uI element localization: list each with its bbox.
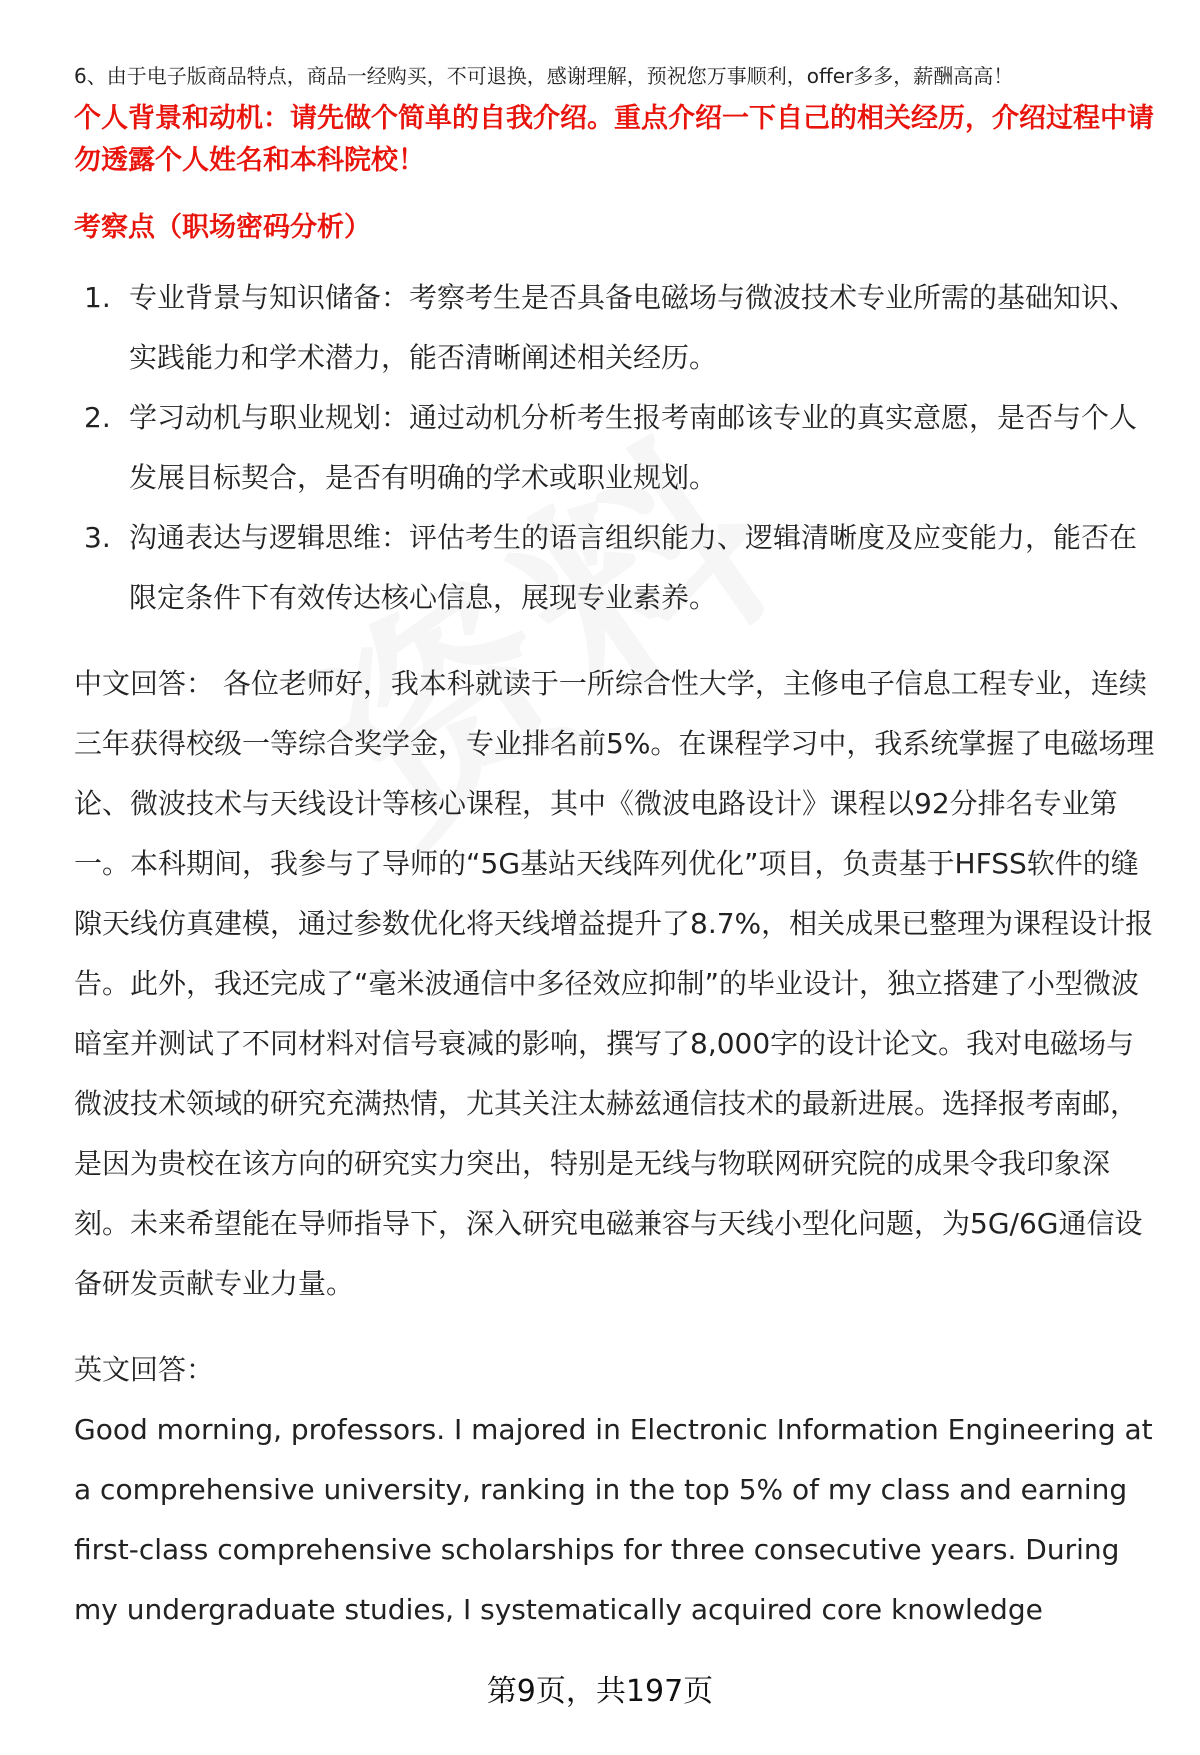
english-answer: Good morning, professors. I majored in Electronic Information Engineering at a comprehensive university, ranking in the top 5% of my class and earning first-class comprehensive scholarships for three consecutive years. During my undergraduate studies, I systematically acquired core knowledge <box>74 1413 1153 1626</box>
english-answer-label: 英文回答： <box>74 1353 215 1386</box>
point-number: 2. <box>84 401 111 434</box>
point-number: 1. <box>84 281 111 314</box>
point-item <box>74 508 1159 628</box>
points-heading: 考察点（职场密码分析） <box>74 212 371 243</box>
document-page <box>74 56 1159 1640</box>
purchase-note: 6、由于电子版商品特点，商品一经购买，不可退换，感谢理解，预祝您万事顺利，offer多多，薪酬高高！ <box>74 64 1014 88</box>
point-item <box>74 268 1159 388</box>
point-number: 3. <box>84 521 111 554</box>
point-item <box>74 388 1159 508</box>
point-text: 专业背景与知识储备：考察考生是否具备电磁场与微波技术专业所需的基础知识、实践能力和学术潜力，能否清晰阐述相关经历。 <box>129 281 1138 374</box>
page-footer: 第9页，共197页 <box>486 1674 714 1709</box>
point-text: 沟通表达与逻辑思维：评估考生的语言组织能力、逻辑清晰度及应变能力，能否在限定条件下有效传达核心信息，展现专业素养。 <box>129 521 1138 614</box>
chinese-answer: 中文回答： 各位老师好，我本科就读于一所综合性大学，主修电子信息工程专业，连续三年获得校级一等综合奖学金，专业排名前5%。在课程学习中，我系统掌握了电磁场理论、微波技术与天线设计等核心课程，其中《微波电路设计》课程以92分排名专业第一。本科期间，我参与了导师的“5G基站天线阵列优化”项目，负责基于HFSS软件的缝隙天线仿真建模，通过参数优化将天线增益提升了8.7%，相关成果已整理为课程设计报告。此外，我还完成了“毫米波通信中多径效应抑制”的毕业设计，独立搭建了小型微波暗室并测试了不同材料对信号衰减的影响，撰写了8,000字的设计论文。我对电磁场与微波技术领域的研究充满热情，尤其关注太赫兹通信技术的最新进展。选择报考南邮，是因为贵校在该方向的研究实力突出，特别是无线与物联网研究院的成果令我印象深刻。未来希望能在导师指导下，深入研究电磁兼容与天线小型化问题，为5G/6G通信设备研发贡献专业力量。 <box>74 667 1155 1300</box>
point-text: 学习动机与职业规划：通过动机分析考生报考南邮该专业的真实意愿，是否与个人发展目标契合，是否有明确的学术或职业规划。 <box>129 401 1138 494</box>
question-heading: 个人背景和动机：请先做个简单的自我介绍。重点介绍一下自己的相关经历，介绍过程中请勿透露个人姓名和本科院校！ <box>74 103 1154 176</box>
points-list <box>74 268 1159 628</box>
